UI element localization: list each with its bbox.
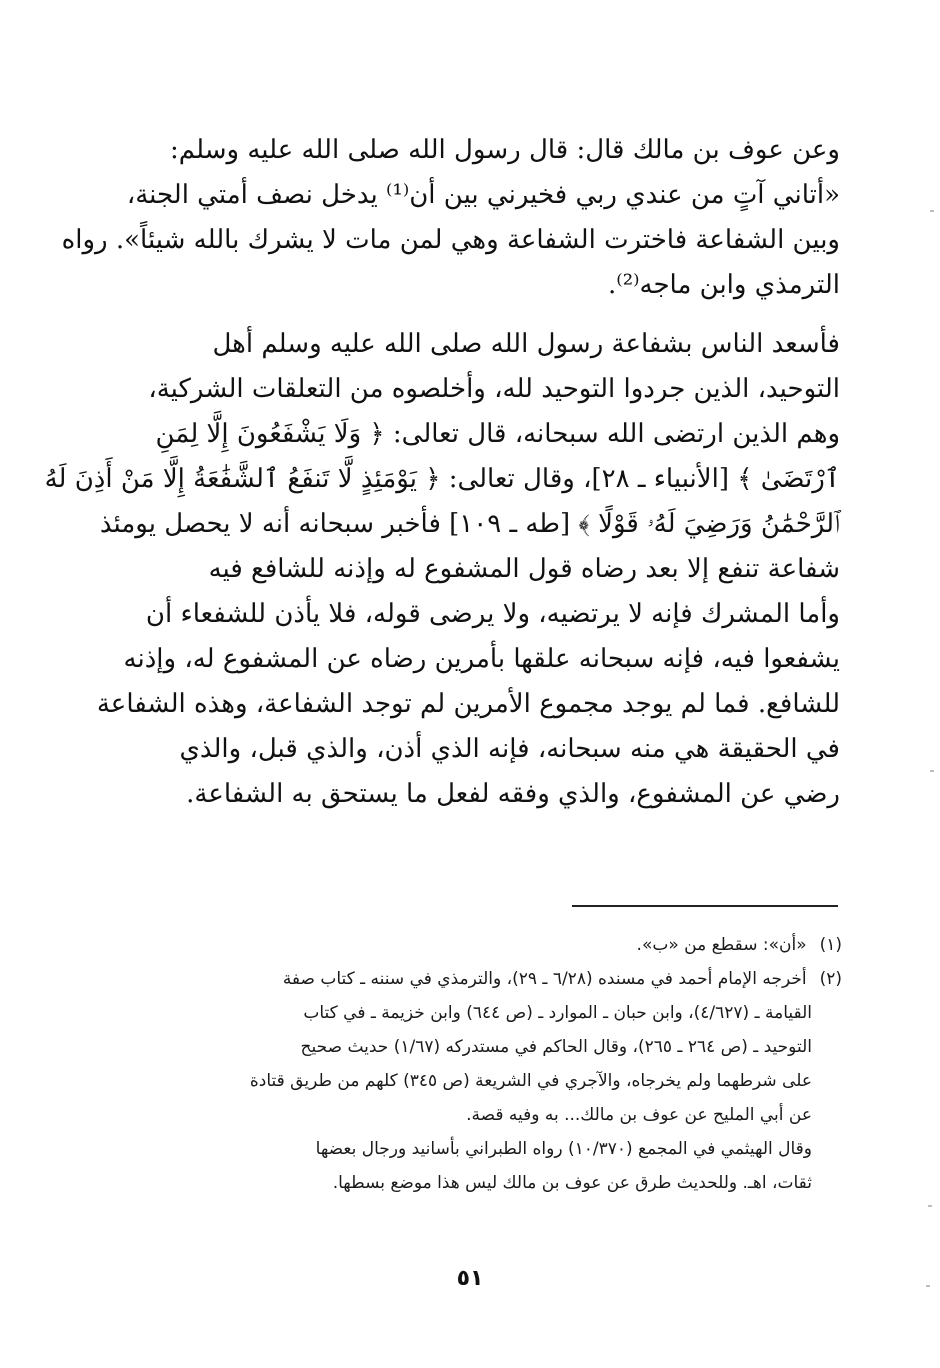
footnote-line: القيامة ـ (٤/٦٢٧)، وابن حبان ـ الموارد ـ (ص ٦٤٤) وابن خزيمة ـ في كتاب [303,1003,812,1023]
text-line: وبين الشفاعة فاخترت الشفاعة وهي لمن مات لا يشرك بالله شيئاً». رواه [61,225,840,255]
text-line: للشافع. فما لم يوجد مجموع الأمرين لم توجد الشفاعة، وهذه الشفاعة [96,689,840,719]
text-line: وأما المشرك فإنه لا يرتضيه، ولا يرضى قوله، فلا يأذن للشفعاء أن [145,599,840,629]
footnote-line: ثقات، اهـ. وللحديث طرق عن عوف بن مالك ليس هذا موضع بسطها. [332,1173,812,1193]
footnote-line: عن أبي المليح عن عوف بن مالك... به وفيه قصة. [466,1105,812,1125]
quran-verse-line: ٱرْتَضَىٰ ﴾ [الأنبياء ـ ٢٨]، وقال تعالى: ﴿ يَوْمَئِذٍ لَّا تَنفَعُ ٱلشَّفَٰعَةُ إِلَّا مَنْ أَذِنَ لَهُ [44,464,840,494]
text-line: فأسعد الناس بشفاعة رسول الله صلى الله عليه وسلم أهل [212,329,840,359]
footnote-text: «أن»: سقطع من «ب». [636,935,807,955]
footnotes [130,928,842,1200]
footnote-line: التوحيد ـ (ص ٢٦٤ ـ ٢٦٥)، وقال الحاكم في مستدركه (١/٦٧) حديث صحيح [300,1037,812,1057]
text-line: التوحيد، الذين جردوا التوحيد لله، وأخلصوه من التعلقات الشركية، [148,374,840,404]
text-line: «أتاني آتٍ من عندي ربي فخيرني بين أن⁽¹⁾ يدخل نصف أمتي الجنة، [126,180,840,210]
footnote-divider [572,905,838,907]
text-line: وهم الذين ارتضى الله سبحانه، قال تعالى: ﴿ وَلَا يَشْفَعُونَ إِلَّا لِمَنِ [155,419,840,449]
quran-verse-line: ٱلرَّحْمَٰنُ وَرَضِيَ لَهُۥ قَوْلًا ﴾ [طه ـ ١٠٩] فأخبر سبحانه أنه لا يحصل يومئذ [99,509,840,539]
margin-mark [928,1205,932,1207]
text-line: يشفعوا فيه، فإنه سبحانه علقها بأمرين رضاه عن المشفوع له، وإذنه [123,644,840,674]
footnote-number: (١) [819,935,842,955]
footnote-line: وقال الهيثمي في المجمع (١٠/٣٧٠) رواه الطبراني بأسانيد ورجال بعضها [315,1139,812,1159]
margin-mark [926,1285,930,1287]
main-text [44,128,840,817]
footnote-2 [130,962,842,996]
text-line: في الحقيقة هي منه سبحانه، فإنه الذي أذن، والذي قبل، والذي [179,734,840,764]
margin-mark [930,770,934,772]
text-line: وعن عوف بن مالك قال: قال رسول الله صلى الله عليه وسلم: [170,135,840,165]
footnote-1 [130,928,842,962]
text-line: شفاعة تنفع إلا بعد رضاه قول المشفوع له وإذنه للشافع فيه [208,554,840,584]
footnote-number: (٢) [819,969,842,989]
paragraph-explanation [44,322,840,817]
footnote-text: أخرجه الإمام أحمد في مسنده (٦/٢٨ ـ ٢٩)، والترمذي في سننه ـ كتاب صفة [282,969,807,989]
text-line: رضي عن المشفوع، والذي وفقه لفعل ما يستحق به الشفاعة. [186,779,840,809]
footnote-line: على شرطهما ولم يخرجاه، والآجري في الشريعة (ص ٣٤٥) كلهم من طريق قتادة [249,1071,812,1091]
text-line: الترمذي وابن ماجه⁽²⁾. [608,270,840,300]
paragraph-hadith [61,128,840,308]
margin-mark [930,210,934,212]
page-number: ٥١ [456,1266,484,1291]
